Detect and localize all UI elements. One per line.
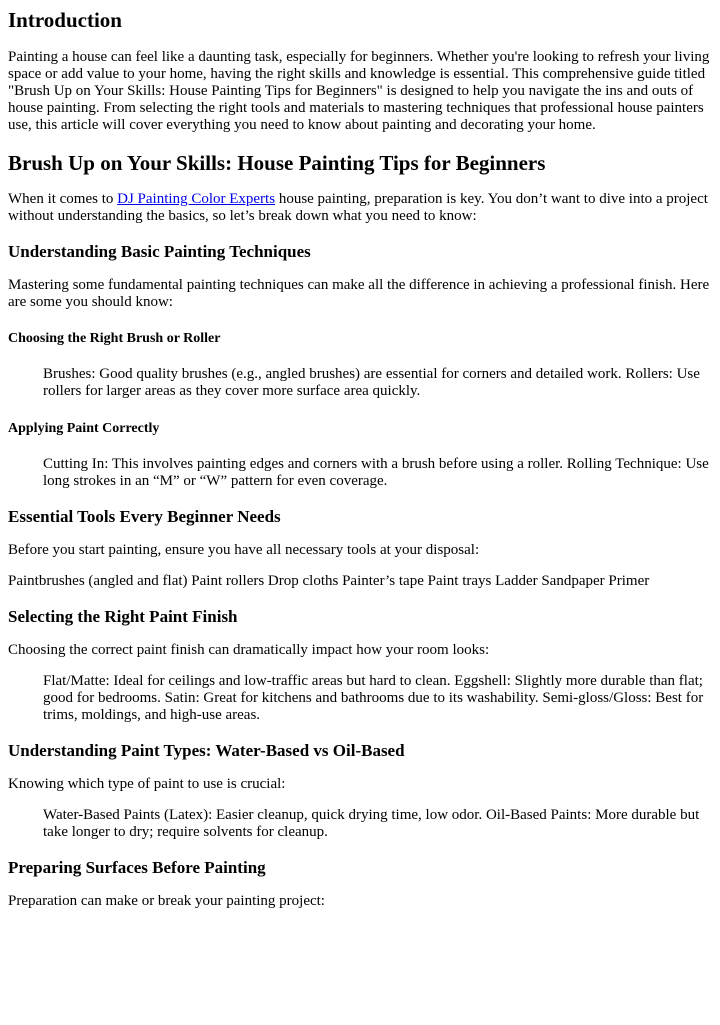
tools-list: Paintbrushes (angled and flat) Paint rollers Drop cloths Painter’s tape Paint trays Ladder Sandpaper Primer xyxy=(8,573,650,589)
finish-text: Flat/Matte: Ideal for ceilings and low-traffic areas but hard to clean. Eggshell: Slightly more durable than flat; good for bedrooms. Satin: Great for kitchens and bathrooms due to its washability. Semi-gloss/Gloss: Best for trims, moldings, and high-use areas. xyxy=(43,673,704,723)
types-paragraph: Knowing which type of paint to use is crucial: xyxy=(8,776,286,792)
lead-text-after: house painting, preparation is key. You don’t want to dive into a project without understanding the basics, so let’s break down what you need to know: xyxy=(8,191,708,224)
main-lead-paragraph xyxy=(8,191,712,225)
intro-heading: Introduction xyxy=(8,8,122,32)
brush-text: Brushes: Good quality brushes (e.g., angled brushes) are essential for corners and detailed work. Rollers: Use rollers for larger areas as they cover more surface area quickly. xyxy=(43,366,700,399)
tools-heading: Essential Tools Every Beginner Needs xyxy=(8,507,281,526)
intro-paragraph: Painting a house can feel like a daunting task, especially for beginners. Whether you're looking to refresh your living space or add value to your home, having the right skills and knowledge is essential. This comprehensive guide titled "Brush Up on Your Skills: House Painting Tips for Beginners" is designed to help you navigate the ins and outs of house painting. From selecting the right tools and materials to mastering techniques that professional house painters use, this article will cover everything you need to know about painting and decorating your home. xyxy=(8,49,710,133)
applying-text: Cutting In: This involves painting edges and corners with a brush before using a roller. Rolling Technique: Use long strokes in an “M” or “W” pattern for even coverage. xyxy=(43,456,709,489)
tools-paragraph: Before you start painting, ensure you have all necessary tools at your disposal: xyxy=(8,542,480,558)
dj-painting-link[interactable]: DJ Painting Color Experts xyxy=(117,191,276,207)
finish-heading: Selecting the Right Paint Finish xyxy=(8,607,238,626)
lead-text-before: When it comes to xyxy=(8,191,118,207)
main-heading: Brush Up on Your Skills: House Painting Tips for Beginners xyxy=(8,151,546,175)
finish-paragraph: Choosing the correct paint finish can dramatically impact how your room looks: xyxy=(8,642,490,658)
applying-heading: Applying Paint Correctly xyxy=(8,421,160,436)
prep-paragraph: Preparation can make or break your painting project: xyxy=(8,893,325,909)
techniques-paragraph: Mastering some fundamental painting techniques can make all the difference in achieving a professional finish. Here are some you should know: xyxy=(8,277,710,310)
document-page xyxy=(0,8,720,910)
types-text: Water-Based Paints (Latex): Easier cleanup, quick drying time, low odor. Oil-Based Paints: More durable but take longer to dry; require solvents for cleanup. xyxy=(43,807,700,840)
prep-heading: Preparing Surfaces Before Painting xyxy=(8,858,266,877)
types-heading: Understanding Paint Types: Water-Based vs Oil-Based xyxy=(8,741,405,760)
techniques-heading: Understanding Basic Painting Techniques xyxy=(8,242,311,261)
brush-heading: Choosing the Right Brush or Roller xyxy=(8,331,221,346)
